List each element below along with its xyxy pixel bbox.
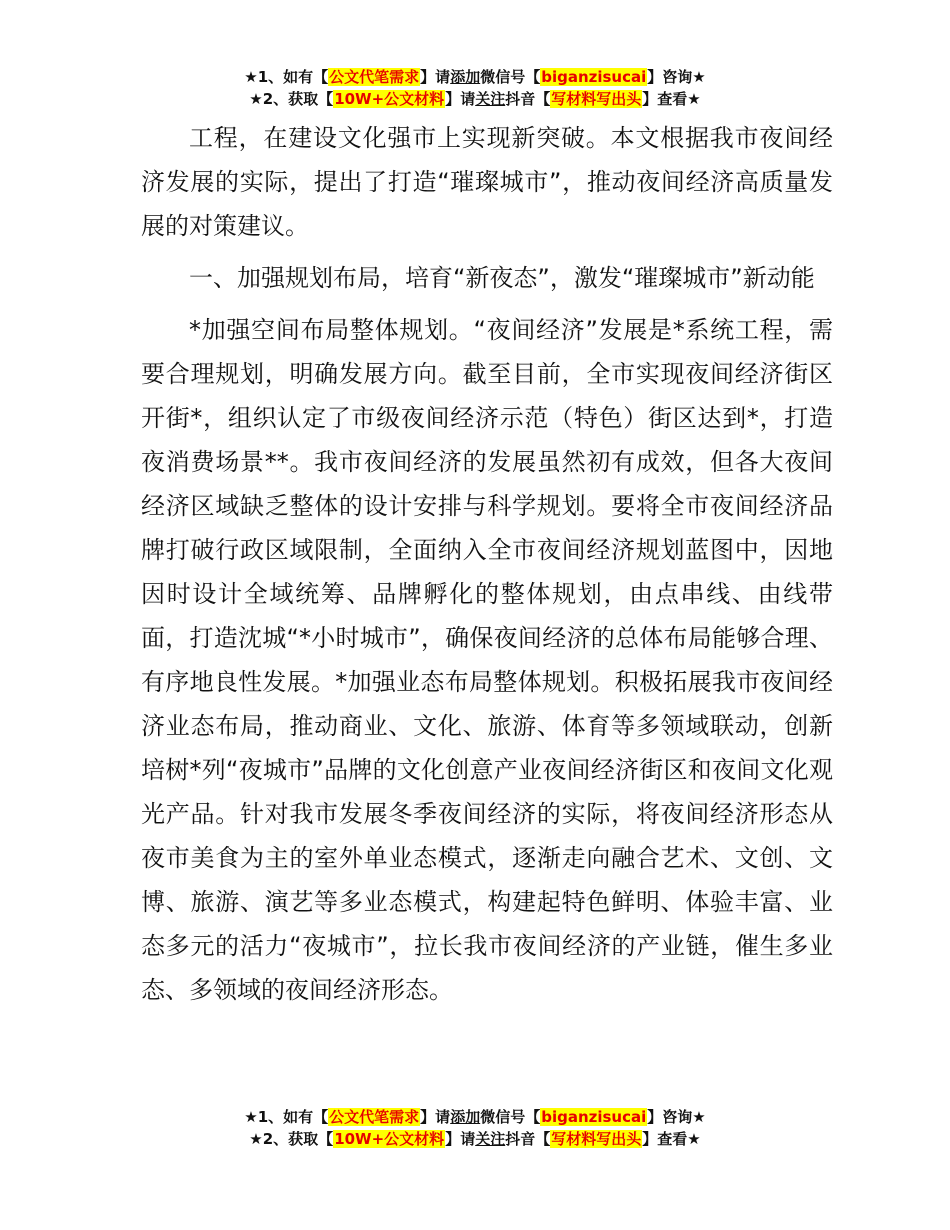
banner-line-2: ★2、获取【10W+公文材料】请关注抖音【写材料写出头】查看★ xyxy=(249,90,701,108)
footer-underlined-add: 添加 xyxy=(450,1108,481,1126)
paragraph-intro: 工程，在建设文化强市上实现新突破。本文根据我市夜间经济发展的实际，提出了打造“璀璨城市”，推动夜间经济高质量发展的对策建议。 xyxy=(141,124,833,240)
footer-highlight-service: 公文代笔需求 xyxy=(329,1108,420,1126)
highlight-materials: 10W+公文材料 xyxy=(334,90,445,108)
highlight-service: 公文代笔需求 xyxy=(329,68,420,86)
banner-line-1: ★1、如有【公文代笔需求】请添加微信号【biganzisucai】咨询★ xyxy=(244,68,706,86)
footer-underlined-follow: 关注 xyxy=(475,1130,506,1148)
paragraph-main: *加强空间布局整体规划。“夜间经济”发展是*系统工程，需要合理规划，明确发展方向。截至目前，全市实现夜间经济街区开街*，组织认定了市级夜间经济示范（特色）街区达到*，打造夜消费场景**。我市夜间经济的发展虽然初有成效，但各大夜间经济区域缺乏整体的设计安排与科学规划。要将全市夜间经济品牌打破行政区域限制，全面纳入全市夜间经济规划蓝图中，因地因时设计全域统筹、品牌孵化的整体规划，由点串线、由线带面，打造沈城“*小时城市”，确保夜间经济的总体布局能够合理、有序地良性发展。*加强业态布局整体规划。积极拓展我市夜间经济业态布局，推动商业、文化、旅游、体育等多领域联动，创新培树*列“夜城市”品牌的文化创意产业夜间经济街区和夜间文化观光产品。针对我市发展冬季夜间经济的实际，将夜间经济形态从夜市美食为主的室外单业态模式，逐渐走向融合艺术、文创、文博、旅游、演艺等多业态模式，构建起特色鲜明、体验丰富、业态多元的活力“夜城市”，拉长我市夜间经济的产业链，催生多业态、多领域的夜间经济形态。 xyxy=(141,316,833,1004)
highlight-douyin-name: 写材料写出头 xyxy=(551,90,642,108)
section-heading: 一、加强规划布局，培育“新夜态”，激发“璀璨城市”新动能 xyxy=(189,264,815,292)
highlight-wechat-id: biganzisucai xyxy=(541,68,647,86)
footer-banner-line-1: ★1、如有【公文代笔需求】请添加微信号【biganzisucai】咨询★ xyxy=(244,1108,706,1126)
document-body xyxy=(141,116,833,1012)
footer-banner-line-2: ★2、获取【10W+公文材料】请关注抖音【写材料写出头】查看★ xyxy=(249,1130,701,1148)
footer-highlight-wechat-id: biganzisucai xyxy=(541,1108,647,1126)
header-banner xyxy=(0,66,950,110)
underlined-follow: 关注 xyxy=(475,90,506,108)
footer-highlight-douyin-name: 写材料写出头 xyxy=(551,1130,642,1148)
footer-banner xyxy=(0,1106,950,1150)
footer-highlight-materials: 10W+公文材料 xyxy=(334,1130,445,1148)
underlined-add: 添加 xyxy=(450,68,481,86)
